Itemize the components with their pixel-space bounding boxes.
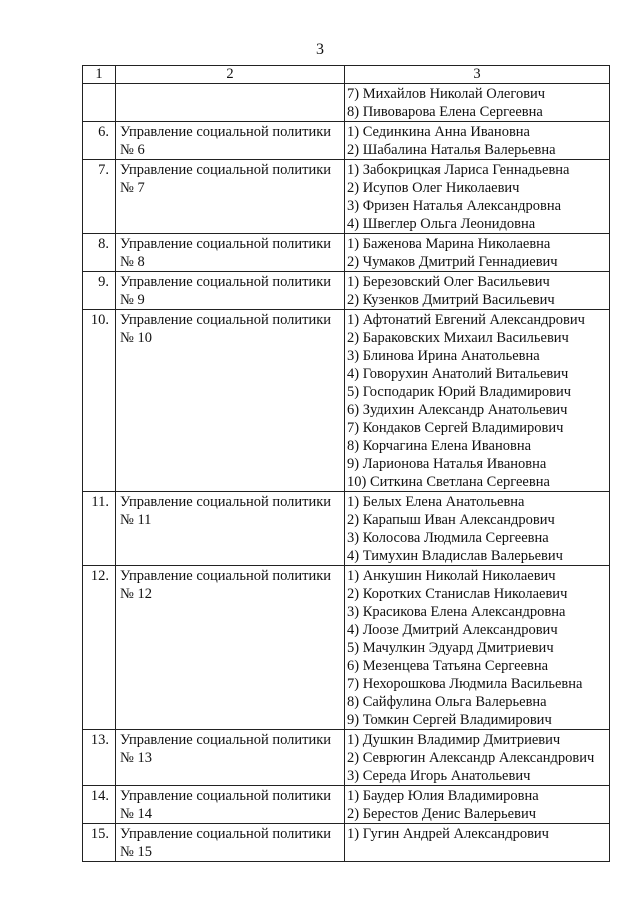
- person-entry: 4) Лоозе Дмитрий Александрович: [347, 622, 558, 638]
- department-name: Управление социальной политики № 15: [116, 824, 345, 862]
- person-entry: 1) Баженова Марина Николаевна: [347, 236, 551, 252]
- person-entry: 7) Нехорошкова Людмила Васильевна: [347, 676, 583, 692]
- people-list: [345, 84, 610, 122]
- people-list: [345, 492, 610, 566]
- person-entry: 1) Березовский Олег Васильевич: [347, 274, 550, 290]
- people-list: [345, 824, 610, 862]
- person-entry: 1) Забокрицкая Лариса Геннадьевна: [347, 162, 570, 178]
- department-name: Управление социальной политики № 9: [116, 272, 345, 310]
- table-row: [83, 730, 610, 786]
- person-entry: 3) Фризен Наталья Александровна: [347, 198, 562, 214]
- person-entry: 1) Анкушин Николай Николаевич: [347, 568, 556, 584]
- people-list: [345, 234, 610, 272]
- column-header-2: 2: [116, 66, 345, 84]
- person-entry: 4) Говорухин Анатолий Витальевич: [347, 366, 569, 382]
- person-entry: 2) Чумаков Дмитрий Геннадиевич: [347, 254, 558, 270]
- department-name: Управление социальной политики № 6: [116, 122, 345, 160]
- person-entry: 8) Сайфулина Ольга Валерьевна: [347, 694, 547, 710]
- people-list: [345, 730, 610, 786]
- person-entry: 9) Томкин Сергей Владимирович: [347, 712, 552, 728]
- person-entry: 1) Сединкина Анна Ивановна: [347, 124, 530, 140]
- people-list: [345, 272, 610, 310]
- row-number: 8.: [83, 234, 116, 272]
- person-entry: 1) Афтонатий Евгений Александрович: [347, 312, 585, 328]
- person-entry: 3) Красикова Елена Александровна: [347, 604, 566, 620]
- person-entry: 3) Середа Игорь Анатольевич: [347, 768, 531, 784]
- department-name: Управление социальной политики № 11: [116, 492, 345, 566]
- row-number: 6.: [83, 122, 116, 160]
- column-header-1: 1: [83, 66, 116, 84]
- people-list: [345, 122, 610, 160]
- person-entry: 5) Господарик Юрий Владимирович: [347, 384, 572, 400]
- row-number: 15.: [83, 824, 116, 862]
- column-header-3: 3: [345, 66, 610, 84]
- assignment-table: [82, 65, 610, 862]
- row-number: 14.: [83, 786, 116, 824]
- person-entry: 2) Берестов Денис Валерьевич: [347, 806, 537, 822]
- person-entry: 7) Кондаков Сергей Владимирович: [347, 420, 564, 436]
- person-entry: 1) Белых Елена Анатольевна: [347, 494, 525, 510]
- people-list: [345, 160, 610, 234]
- person-entry: 6) Зудихин Александр Анатольевич: [347, 402, 568, 418]
- row-number: 13.: [83, 730, 116, 786]
- table-row: [83, 122, 610, 160]
- row-number: 10.: [83, 310, 116, 492]
- row-number: 9.: [83, 272, 116, 310]
- table-row: [83, 824, 610, 862]
- person-entry: 2) Исупов Олег Николаевич: [347, 180, 520, 196]
- person-entry: 6) Мезенцева Татьяна Сергеевна: [347, 658, 549, 674]
- person-entry: 9) Ларионова Наталья Ивановна: [347, 456, 547, 472]
- person-entry: 3) Колосова Людмила Сергеевна: [347, 530, 549, 546]
- person-entry: 4) Швеглер Ольга Леонидовна: [347, 216, 536, 232]
- table-row: [83, 786, 610, 824]
- person-entry: 1) Гугин Андрей Александрович: [347, 826, 549, 842]
- person-entry: 2) Карапыш Иван Александрович: [347, 512, 555, 528]
- person-entry: 2) Бараковских Михаил Васильевич: [347, 330, 569, 346]
- table-row: [83, 492, 610, 566]
- person-entry: 8) Корчагина Елена Ивановна: [347, 438, 532, 454]
- person-entry: 7) Михайлов Николай Олегович: [347, 86, 546, 102]
- table-row: [83, 234, 610, 272]
- department-name: Управление социальной политики № 8: [116, 234, 345, 272]
- department-name: Управление социальной политики № 12: [116, 566, 345, 730]
- person-entry: 10) Ситкина Светлана Сергеевна: [347, 474, 550, 490]
- people-list: [345, 310, 610, 492]
- person-entry: 2) Севрюгин Александр Александрович: [347, 750, 595, 766]
- row-number: 12.: [83, 566, 116, 730]
- people-list: [345, 566, 610, 730]
- person-entry: 1) Баудер Юлия Владимировна: [347, 788, 539, 804]
- row-number: [83, 84, 116, 122]
- table-row: [83, 160, 610, 234]
- department-name: Управление социальной политики № 10: [116, 310, 345, 492]
- department-name: Управление социальной политики № 13: [116, 730, 345, 786]
- page-number: 3: [316, 41, 324, 58]
- table-body: [83, 84, 610, 862]
- department-name: [116, 84, 345, 122]
- person-entry: 5) Мачулкин Эдуард Дмитриевич: [347, 640, 554, 656]
- person-entry: 2) Кузенков Дмитрий Васильевич: [347, 292, 555, 308]
- table-row: [83, 272, 610, 310]
- row-number: 7.: [83, 160, 116, 234]
- person-entry: 2) Коротких Станислав Николаевич: [347, 586, 568, 602]
- department-name: Управление социальной политики № 7: [116, 160, 345, 234]
- person-entry: 8) Пивоварова Елена Сергеевна: [347, 104, 543, 120]
- row-number: 11.: [83, 492, 116, 566]
- table-header-row: [83, 66, 610, 84]
- table-row: [83, 310, 610, 492]
- person-entry: 3) Блинова Ирина Анатольевна: [347, 348, 540, 364]
- department-name: Управление социальной политики № 14: [116, 786, 345, 824]
- person-entry: 2) Шабалина Наталья Валерьевна: [347, 142, 556, 158]
- person-entry: 1) Душкин Владимир Дмитриевич: [347, 732, 561, 748]
- person-entry: 4) Тимухин Владислав Валерьевич: [347, 548, 563, 564]
- table-row: [83, 566, 610, 730]
- table-row: [83, 84, 610, 122]
- people-list: [345, 786, 610, 824]
